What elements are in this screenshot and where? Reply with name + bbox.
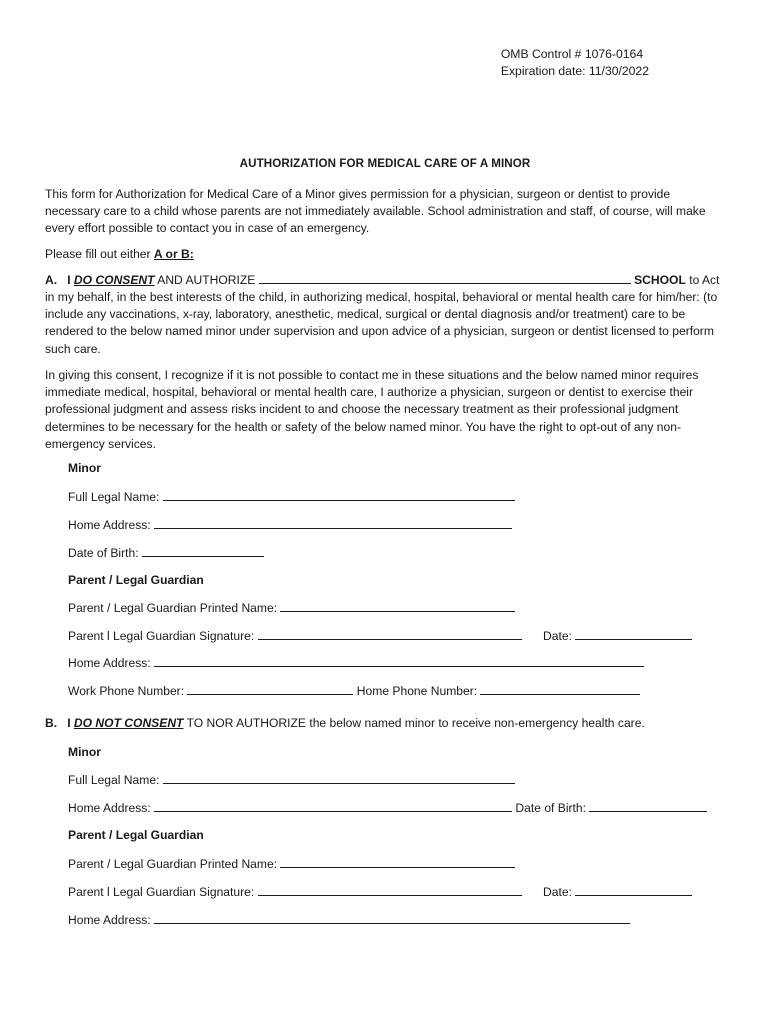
guardian-home-address-label: Home Address: (68, 913, 155, 927)
expiration-date: Expiration date: 11/30/2022 (500, 64, 649, 78)
school-name-field[interactable] (259, 272, 631, 284)
do-not-consent-label: DO NOT CONSENT (73, 716, 184, 730)
section-a-dob-row (68, 545, 264, 560)
section-b-printed-name-row (68, 856, 515, 871)
fill-instruction-choice: A or B: (153, 247, 194, 261)
section-b-signature-row (68, 884, 522, 899)
section-a-guardian-heading: Parent / Legal Guardian (68, 573, 204, 587)
b-signature-date-field[interactable] (575, 884, 692, 896)
school-label: SCHOOL (634, 273, 686, 287)
section-a-emergency-paragraph: In giving this consent, I recognize if it is not possible to contact me in these situations and the below named minor requires immediate medical, hospital, behavioral or mental health care, I authorize a physician, surgeon or dentist to exercise their professional judgment and assess risks incident to and choose the necessary treatment as their professional judgment determines to be necessary for the health or safety of the below named minor. You have the right to opt-out of any non-emergency services. (45, 368, 699, 451)
do-consent-label: DO CONSENT (73, 273, 155, 287)
signature-label: Parent l Legal Guardian Signature: (68, 629, 258, 643)
to-act-label: to Act (685, 273, 720, 287)
b-guardian-home-address-field[interactable] (154, 912, 630, 924)
section-a-date-row (543, 628, 692, 643)
section-a-consent-line (45, 272, 719, 287)
date-of-birth-label: Date of Birth: (512, 801, 590, 815)
section-b-guardian-heading: Parent / Legal Guardian (68, 828, 204, 842)
section-a-body: in my behalf, in the best interests of the child, in authorizing medical, hospital, behavioral or mental health care for him/her: (to include any vaccinations, x-ray, laboratory, anesthetic, medical, surgical or dental diagnosis and/or treatment) care to be rendered to the below named minor under supervision and upon advice of a physician, surgeon or dentist licensed to perform such care. (45, 290, 718, 356)
printed-name-label: Parent / Legal Guardian Printed Name: (68, 601, 281, 615)
section-a-full-legal-name-row (68, 489, 515, 504)
date-label: Date: (543, 885, 576, 899)
full-legal-name-label: Full Legal Name: (68, 773, 163, 787)
b-date-of-birth-field[interactable] (589, 800, 707, 812)
and-authorize-label: AND AUTHORIZE (154, 273, 259, 287)
section-b-date-row (543, 884, 692, 899)
section-b-address-dob-row (68, 800, 707, 815)
b-full-legal-name-field[interactable] (163, 772, 515, 784)
b-guardian-signature-field[interactable] (258, 884, 522, 896)
full-legal-name-label: Full Legal Name: (68, 490, 163, 504)
printed-name-label: Parent / Legal Guardian Printed Name: (68, 857, 281, 871)
section-a-guardian-address-row (68, 655, 644, 670)
form-title: AUTHORIZATION FOR MEDICAL CARE OF A MINOR (239, 157, 531, 170)
home-address-label: Home Address: (68, 801, 155, 815)
fill-instruction (45, 247, 194, 261)
b-guardian-printed-name-field[interactable] (280, 856, 515, 868)
a-full-legal-name-field[interactable] (163, 489, 515, 501)
omb-control-number: OMB Control # 1076-0164 (500, 47, 644, 61)
section-a-lead: I (67, 273, 74, 287)
signature-label: Parent l Legal Guardian Signature: (68, 885, 258, 899)
a-work-phone-field[interactable] (187, 683, 353, 695)
section-b-line (45, 716, 645, 730)
home-address-label: Home Address: (68, 518, 155, 532)
date-label: Date: (543, 629, 576, 643)
a-home-phone-field[interactable] (480, 683, 640, 695)
guardian-home-address-label: Home Address: (68, 656, 155, 670)
a-guardian-home-address-field[interactable] (154, 655, 644, 667)
section-b-full-legal-name-row (68, 772, 515, 787)
date-of-birth-label: Date of Birth: (68, 546, 142, 560)
omb-header (501, 46, 649, 80)
a-signature-date-field[interactable] (575, 628, 692, 640)
a-guardian-signature-field[interactable] (258, 628, 522, 640)
section-b-lead: I (67, 716, 74, 730)
section-a-signature-row (68, 628, 522, 643)
b-home-address-field[interactable] (154, 800, 512, 812)
work-phone-label: Work Phone Number: (68, 684, 188, 698)
a-date-of-birth-field[interactable] (142, 545, 264, 557)
section-b-minor-heading: Minor (68, 745, 101, 759)
home-phone-label: Home Phone Number: (353, 684, 481, 698)
intro-paragraph: This form for Authorization for Medical Care of a Minor gives permission for a physician, surgeon or dentist to provide necessary care to a child whose parents are not immediately available. School administration and staff, of course, will make every effort possible to contact you in case of an emergency. (45, 187, 706, 236)
a-home-address-field[interactable] (154, 517, 512, 529)
fill-instruction-prefix: Please fill out either (45, 247, 154, 261)
section-a-marker: A. (45, 273, 58, 287)
section-b-guardian-address-row (68, 912, 630, 927)
section-b-marker: B. (45, 716, 58, 730)
section-a-home-address-row (68, 517, 512, 532)
section-b-rest: TO NOR AUTHORIZE the below named minor to receive non-emergency health care. (183, 716, 645, 730)
a-guardian-printed-name-field[interactable] (280, 600, 515, 612)
section-a-printed-name-row (68, 600, 515, 615)
section-a-phone-row (68, 683, 640, 698)
section-a-minor-heading: Minor (68, 461, 101, 475)
